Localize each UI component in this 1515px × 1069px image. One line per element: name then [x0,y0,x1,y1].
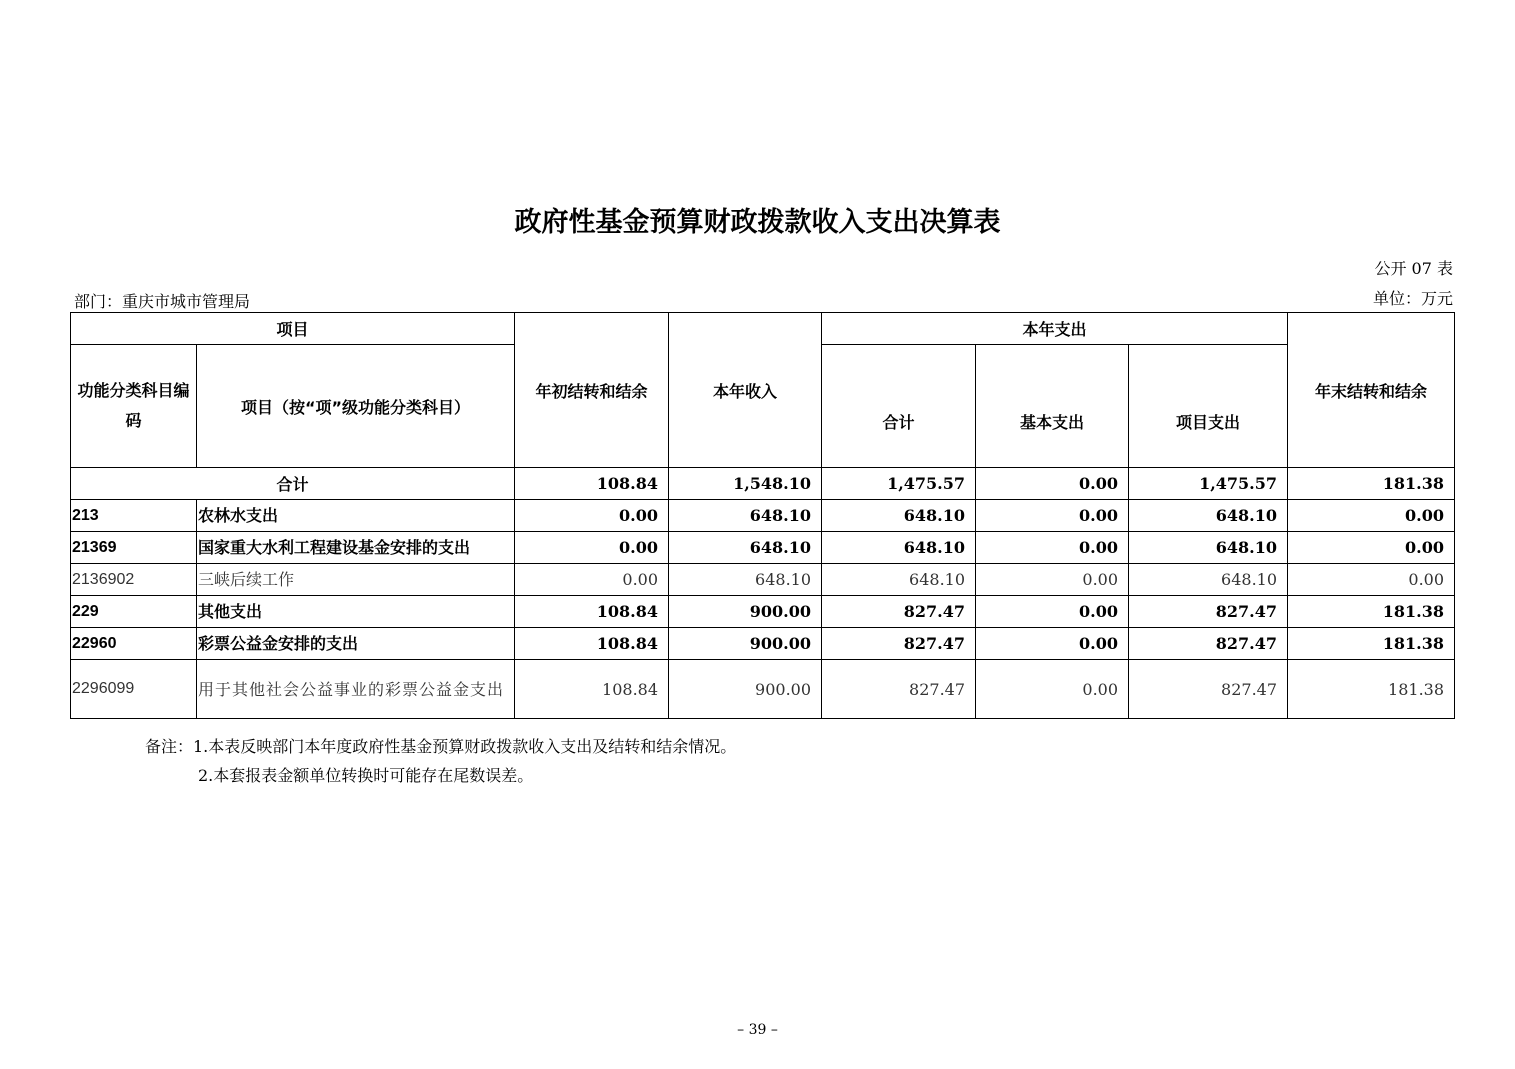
note-line-1: 备注：1.本表反映部门本年度政府性基金预算财政拨款收入支出及结转和结余情况。 [145,737,737,756]
header-opening-balance: 年初结转和结余 [515,313,669,468]
department-label: 部门：重庆市城市管理局 [74,292,251,311]
row-code: 21369 [71,532,197,564]
header-item: 项目 [71,313,515,345]
total-basic: 0.00 [976,468,1129,500]
total-expense: 1,475.57 [822,468,976,500]
row-income: 648.10 [669,500,822,532]
row-income: 900.00 [669,628,822,660]
row-income: 900.00 [669,660,822,719]
header-code: 功能分类科目编码 [71,345,197,468]
row-project: 827.47 [1129,628,1288,660]
row-code: 213 [71,500,197,532]
row-income: 900.00 [669,596,822,628]
row-code: 229 [71,596,197,628]
row-project: 648.10 [1129,532,1288,564]
row-code: 2296099 [71,660,197,719]
total-income: 1,548.10 [669,468,822,500]
row-closing: 0.00 [1288,532,1455,564]
table-number: 公开 07 表 [1374,259,1453,278]
table-row [71,660,1455,719]
row-opening: 108.84 [515,596,669,628]
row-opening: 0.00 [515,564,669,596]
header-closing-balance: 年末结转和结余 [1288,313,1455,468]
page-number: – 39 – [737,1022,778,1038]
row-basic: 0.00 [976,532,1129,564]
total-closing: 181.38 [1288,468,1455,500]
row-name: 其他支出 [197,596,515,628]
header-current-year-expense: 本年支出 [822,313,1288,345]
header-total: 合计 [822,345,976,468]
row-name: 用于其他社会公益事业的彩票公益金支出 [197,660,515,719]
row-project: 648.10 [1129,564,1288,596]
row-code: 2136902 [71,564,197,596]
budget-table [70,312,1455,719]
row-closing: 0.00 [1288,564,1455,596]
header-project: 项目支出 [1129,345,1288,468]
table-row [71,532,1455,564]
row-basic: 0.00 [976,660,1129,719]
header-income: 本年收入 [669,313,822,468]
row-total: 827.47 [822,596,976,628]
row-total: 648.10 [822,564,976,596]
row-income: 648.10 [669,532,822,564]
total-label: 合计 [71,468,515,500]
row-project: 648.10 [1129,500,1288,532]
row-basic: 0.00 [976,596,1129,628]
row-basic: 0.00 [976,628,1129,660]
page-title: 政府性基金预算财政拨款收入支出决算表 [514,207,1001,238]
row-opening: 0.00 [515,532,669,564]
row-basic: 0.00 [976,564,1129,596]
row-total: 827.47 [822,628,976,660]
row-name: 三峡后续工作 [197,564,515,596]
row-closing: 181.38 [1288,628,1455,660]
row-total: 827.47 [822,660,976,719]
row-opening: 108.84 [515,628,669,660]
table-row [71,500,1455,532]
note-line-2: 2.本套报表金额单位转换时可能存在尾数误差。 [198,766,534,785]
header-basic: 基本支出 [976,345,1129,468]
row-closing: 0.00 [1288,500,1455,532]
row-project: 827.47 [1129,660,1288,719]
row-total: 648.10 [822,532,976,564]
row-basic: 0.00 [976,500,1129,532]
row-name: 农林水支出 [197,500,515,532]
unit-label: 单位：万元 [1372,289,1453,308]
table-row [71,628,1455,660]
header-name: 项目（按“项”级功能分类科目） [197,345,515,468]
row-code: 22960 [71,628,197,660]
table-row [71,564,1455,596]
row-name: 国家重大水利工程建设基金安排的支出 [197,532,515,564]
total-row [71,468,1455,500]
row-total: 648.10 [822,500,976,532]
row-closing: 181.38 [1288,660,1455,719]
row-closing: 181.38 [1288,596,1455,628]
total-opening: 108.84 [515,468,669,500]
row-opening: 0.00 [515,500,669,532]
total-project: 1,475.57 [1129,468,1288,500]
table-row [71,596,1455,628]
row-name: 彩票公益金安排的支出 [197,628,515,660]
row-income: 648.10 [669,564,822,596]
row-project: 827.47 [1129,596,1288,628]
row-opening: 108.84 [515,660,669,719]
notes [145,732,736,790]
